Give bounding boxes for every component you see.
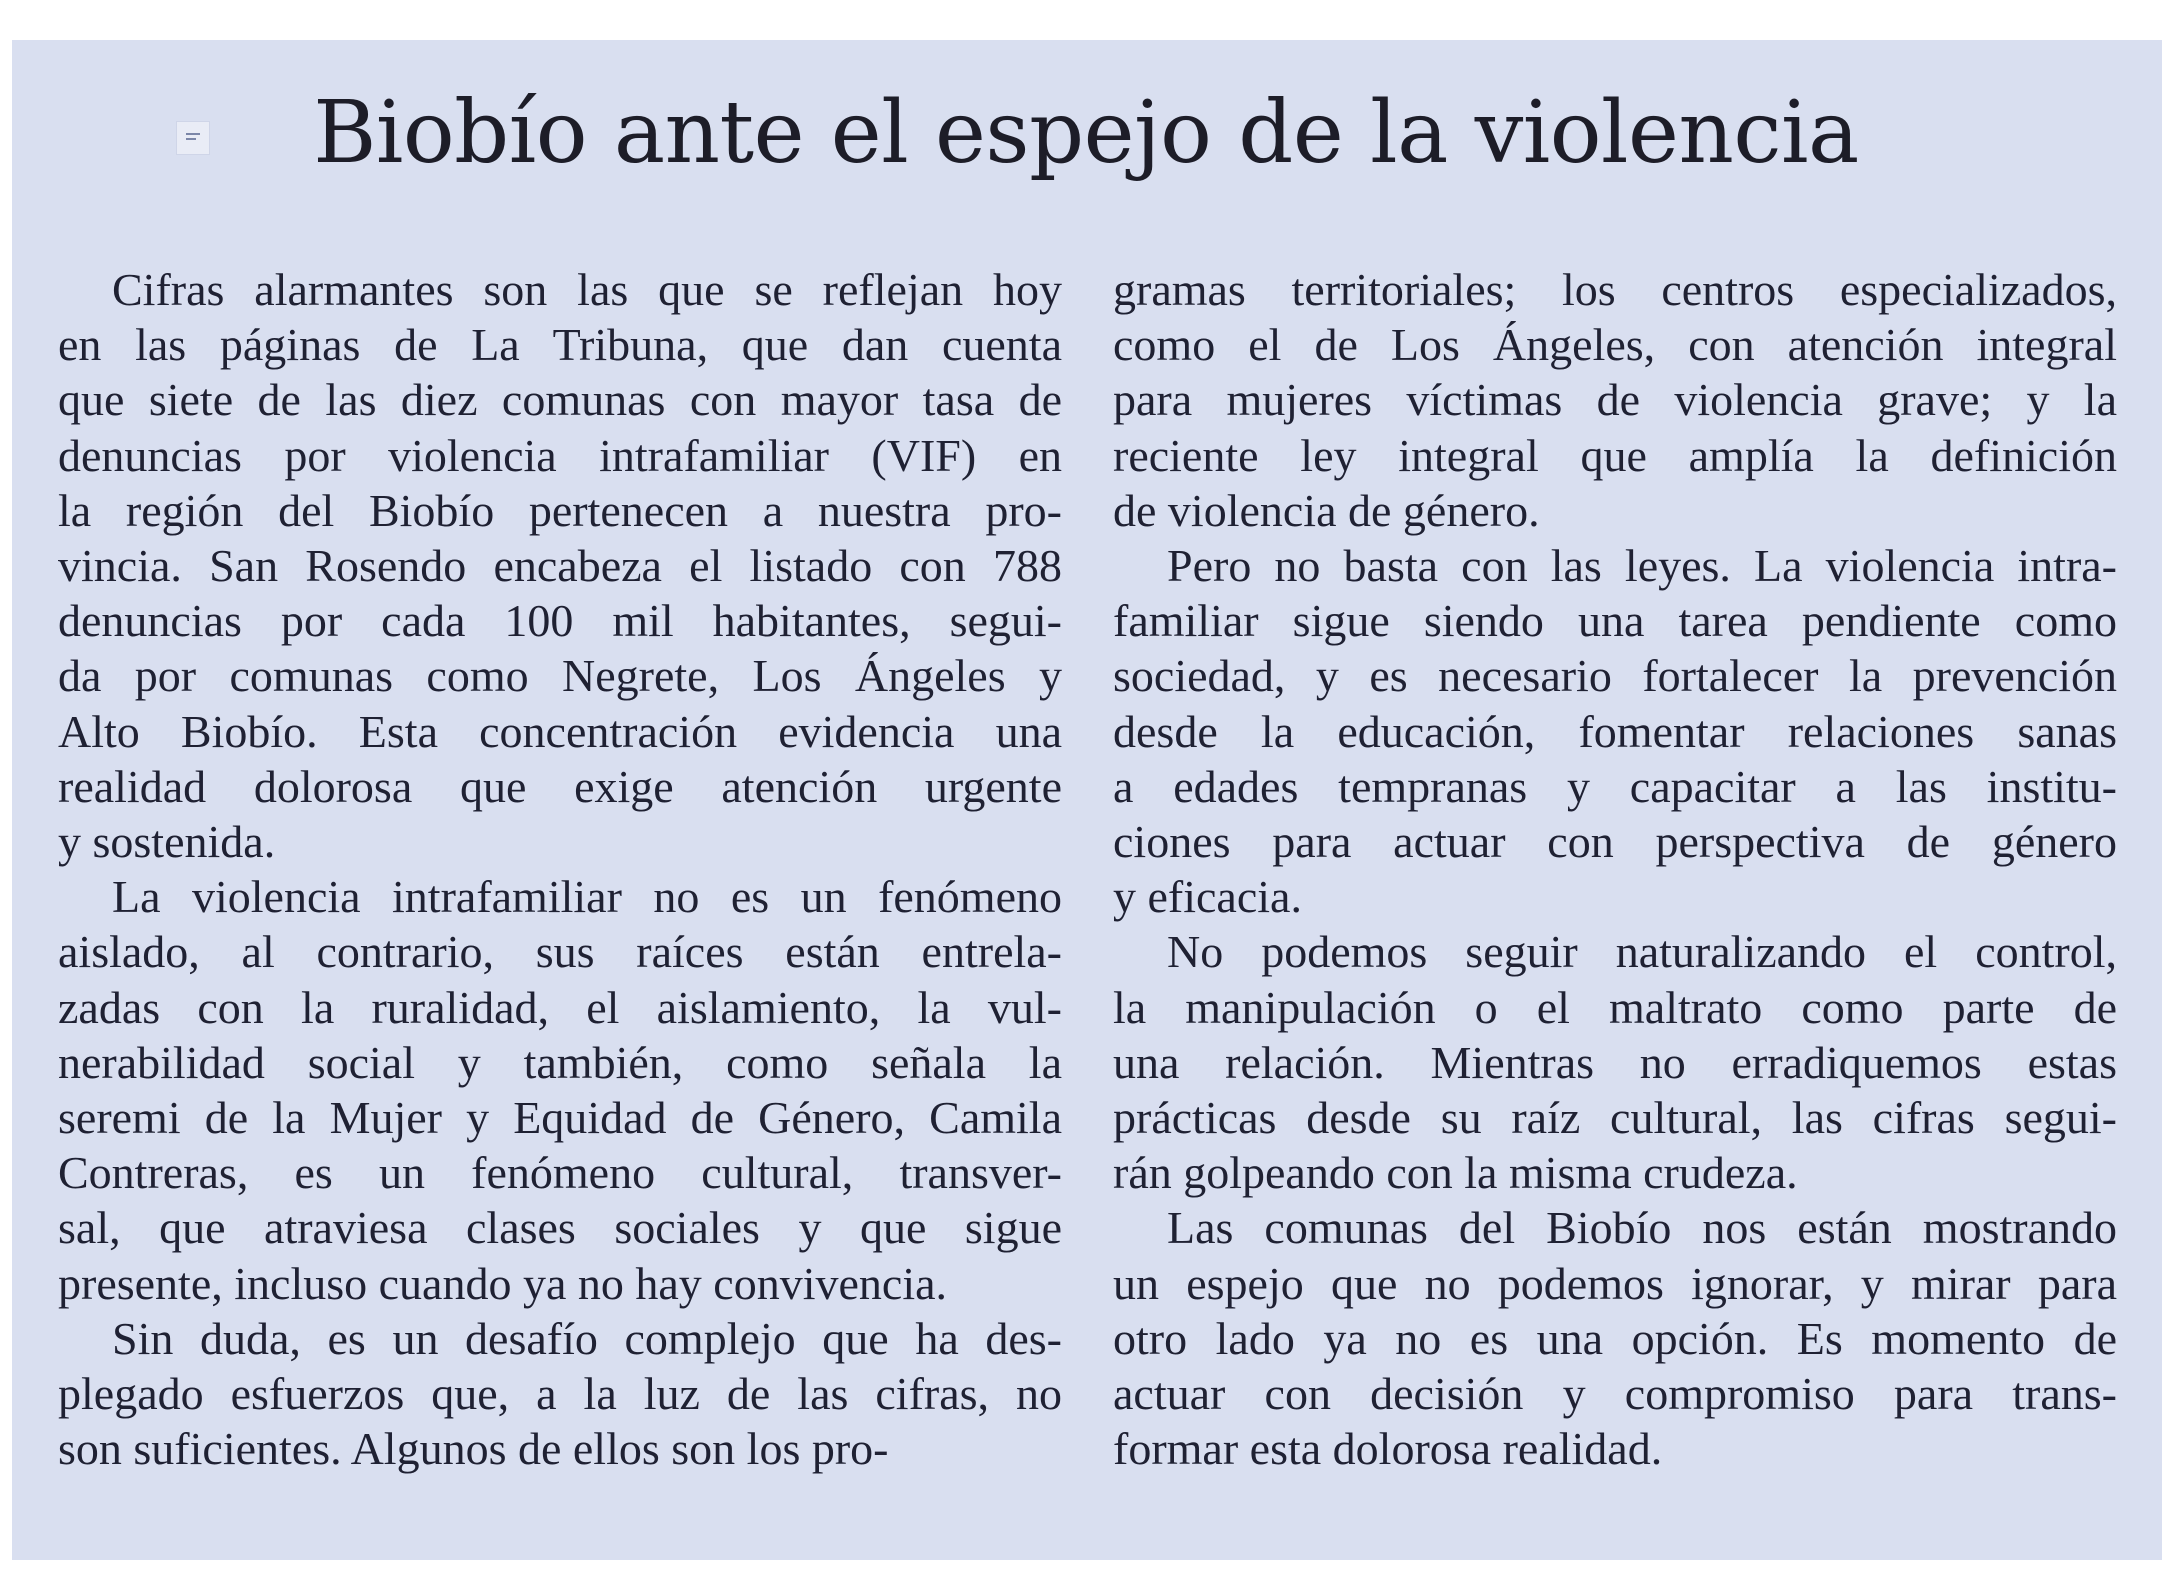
article-line: la región del Biobío pertenecen a nuestra pro- [58,484,1062,536]
article-line: plegado esfuerzos que, a la luz de las cifras, no [58,1368,1062,1420]
article-line: seremi de la Mujer y Equidad de Género, Camila [58,1092,1062,1144]
article-line: la manipulación o el maltrato como parte de [1113,981,2117,1033]
article-paragraph [58,262,1062,869]
article-line: y sostenida. [58,816,276,868]
article-line: que siete de las diez comunas con mayor tasa de [58,374,1062,426]
article-line: son suficientes. Algunos de ellos son los pro- [58,1423,889,1475]
article-line: formar esta dolorosa realidad. [1113,1423,1663,1475]
article-line: realidad dolorosa que exige atención urgente [58,760,1062,812]
article-line: Alto Biobío. Esta concentración evidencia una [58,705,1062,757]
article-title: Biobío ante el espejo de la violencia [313,83,1859,183]
article-line: vincia. San Rosendo encabeza el listado con 788 [58,540,1062,592]
article-line: actuar con decisión y compromiso para trans- [1113,1368,2117,1420]
article-line: prácticas desde su raíz cultural, las cifras segui- [1113,1092,2117,1144]
article-paragraph [1113,262,2117,538]
article-line: denuncias por violencia intrafamiliar (VIF) en [58,429,1062,481]
article-line: aislado, al contrario, sus raíces están entrela- [58,926,1062,978]
article-line: para mujeres víctimas de violencia grave; y la [1113,374,2117,426]
article-line: Contreras, es un fenómeno cultural, transver- [58,1147,1062,1199]
article-line: reciente ley integral que amplía la definición [1113,429,2117,481]
article-line: La violencia intrafamiliar no es un fenómeno [112,871,1062,923]
article-line: como el de Los Ángeles, con atención integral [1113,319,2117,371]
article-paragraph [1113,1200,2117,1476]
article-line: desde la educación, fomentar relaciones sanas [1113,705,2117,757]
article-line: ciones para actuar con perspectiva de género [1113,816,2117,868]
article-line: Cifras alarmantes son las que se reflejan hoy [112,264,1062,315]
article-line: Sin duda, es un desafío complejo que ha des- [112,1312,1062,1364]
article-line: sociedad, y es necesario fortalecer la prevención [1113,650,2117,702]
article-line: zadas con la ruralidad, el aislamiento, la vul- [58,981,1062,1033]
article-line: familiar sigue siendo una tarea pendiente como [1113,595,2117,647]
article-line: presente, incluso cuando ya no hay convivencia. [58,1257,948,1309]
article-line: gramas territoriales; los centros especializados, [1113,264,2117,315]
article-line: da por comunas como Negrete, Los Ángeles y [58,650,1062,702]
article-paragraph [58,869,1062,1311]
article-line: denuncias por cada 100 mil habitantes, segui- [58,595,1062,647]
article-column-left [58,262,1062,1476]
article-line: en las páginas de La Tribuna, que dan cuenta [58,319,1062,371]
article-line: rán golpeando con la misma crudeza. [1113,1147,1798,1199]
article-line: una relación. Mientras no erradiquemos estas [1113,1036,2117,1088]
article-line: y eficacia. [1113,871,1302,923]
article-column-right [1113,262,2117,1476]
article-paragraph [58,1311,1062,1477]
article-paragraph [1113,538,2117,924]
article-line: Las comunas del Biobío nos están mostrando [1167,1202,2117,1254]
article-line: No podemos seguir naturalizando el control, [1167,926,2117,978]
article-paragraph [1113,924,2117,1200]
article-line: a edades tempranas y capacitar a las institu- [1113,760,2117,812]
article-line: nerabilidad social y también, como señala la [58,1036,1062,1088]
article-line: un espejo que no podemos ignorar, y mirar para [1113,1257,2117,1309]
article-line: de violencia de género. [1113,484,1540,536]
article-line: sal, que atraviesa clases sociales y que sigue [58,1202,1062,1254]
article-line: Pero no basta con las leyes. La violencia intra- [1167,540,2117,592]
article-line: otro lado ya no es una opción. Es momento de [1113,1312,2117,1364]
